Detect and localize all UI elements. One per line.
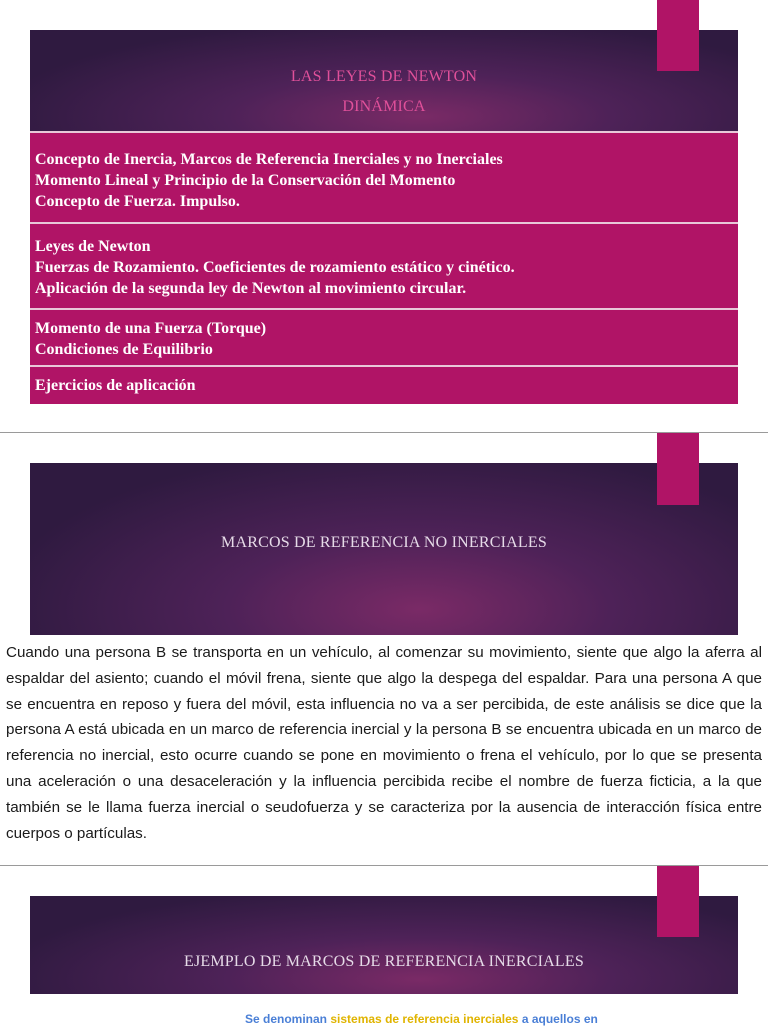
- accent-tab: [657, 866, 699, 937]
- topic-line: Aplicación de la segunda ley de Newton al movimiento circular.: [35, 280, 467, 297]
- explanation-paragraph: Cuando una persona B se transporta en un vehículo, al comenzar su movimiento, siente que algo la aferra al espaldar del asiento; cuando el móvil frena, siente que algo la despega del espaldar. Para una persona A que se encuentra en reposo y fuera del móvil, esta influencia no va a ser percibida, de este análisis se dice que la persona A está ubicada en un marco de referencia inercial y la persona B se encuentra ubicada en un marco de referencia no inercial, esto ocurre cuando se pone en movimiento o frena el vehículo, por lo que se presenta una aceleración o una desaceleración y la influencia percibida recibe el nombre de fuerza ficticia, a la que también se le llama fuerza inercial o seudofuerza y se caracteriza por la ausencia de interacción física entre cuerpos o partículas.: [6, 644, 762, 842]
- topic-line: Concepto de Fuerza. Impulso.: [35, 193, 240, 210]
- topic-row: [30, 222, 738, 308]
- topic-row: [30, 131, 738, 222]
- note-highlight: sistemas de referencia inerciales: [330, 1012, 519, 1026]
- note-text: Se denominan: [245, 1012, 331, 1026]
- topic-line: Condiciones de Equilibrio: [35, 341, 213, 358]
- topic-line: Leyes de Newton: [35, 238, 151, 255]
- slide-title: EJEMPLO DE MARCOS DE REFERENCIA INERCIALES: [184, 953, 584, 970]
- slide-title-banner: [30, 896, 738, 994]
- topic-line: Fuerzas de Rozamiento. Coeficientes de rozamiento estático y cinético.: [35, 259, 515, 276]
- topic-line: Momento Lineal y Principio de la Conservación del Momento: [35, 172, 456, 189]
- topic-line: Ejercicios de aplicación: [35, 377, 196, 394]
- slide-title-banner: [30, 463, 738, 635]
- slide-subtitle: DINÁMICA: [342, 98, 426, 115]
- accent-tab: [657, 433, 699, 505]
- slide-newton-laws: [0, 0, 768, 432]
- topic-line: Momento de una Fuerza (Torque): [35, 320, 267, 337]
- topic-line: Concepto de Inercia, Marcos de Referencia Inerciales y no Inerciales: [35, 151, 503, 168]
- topic-row: [30, 365, 738, 404]
- slide-title: LAS LEYES DE NEWTON: [290, 68, 478, 85]
- topic-row: [30, 308, 738, 365]
- accent-tab: [657, 0, 699, 71]
- slide-inertial-frames-example: [0, 866, 768, 1024]
- slide-title: MARCOS DE REFERENCIA NO INERCIALES: [221, 534, 547, 551]
- slide-title-banner: [30, 30, 738, 132]
- note-text: a aquellos en: [518, 1012, 598, 1026]
